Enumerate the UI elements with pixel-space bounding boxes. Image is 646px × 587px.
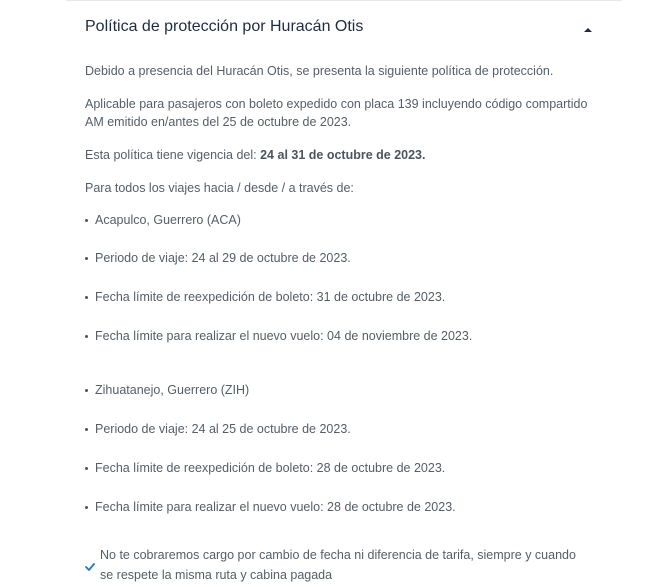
caret-up-icon[interactable]	[581, 22, 595, 32]
trips-intro: Para todos los viajes hacia / desde / a través de:	[85, 181, 354, 195]
validity-text	[85, 146, 605, 164]
destination-aca: Acapulco, Guerrero (ACA)	[85, 211, 605, 229]
list-item: Fecha límite para realizar el nuevo vuelo: 28 de octubre de 2023.	[85, 498, 605, 516]
applicability-text: Aplicable para pasajeros con boleto expedido con placa 139 incluyendo código compartido AM emitido en/antes del 25 de octubre de 2023.	[85, 97, 588, 129]
policy-content	[85, 62, 605, 516]
no-charge-note	[85, 545, 585, 585]
accordion-header[interactable]	[85, 16, 605, 40]
intro-text: Debido a presencia del Huracán Otis, se presenta la siguiente política de protección.	[85, 64, 554, 78]
page-title: Política de protección por Huracán Otis	[85, 18, 364, 35]
destination-zih: Zihuatanejo, Guerrero (ZIH)	[85, 381, 605, 399]
validity-prefix: Esta política tiene vigencia del:	[85, 148, 261, 162]
list-item: Fecha límite para realizar el nuevo vuelo: 04 de noviembre de 2023.	[85, 327, 605, 345]
list-item: Fecha límite de reexpedición de boleto: 31 de octubre de 2023.	[85, 288, 605, 306]
list-item: Periodo de viaje: 24 al 25 de octubre de 2023.	[85, 420, 605, 438]
list-item: Fecha límite de reexpedición de boleto: 28 de octubre de 2023.	[85, 459, 605, 477]
section-divider	[66, 0, 622, 1]
check-icon	[85, 558, 95, 568]
note-text: No te cobraremos cargo por cambio de fecha ni diferencia de tarifa, siempre y cuando se respete la misma ruta y cabina pagada	[100, 548, 576, 582]
validity-dates: 24 al 31 de octubre de 2023.	[260, 148, 426, 162]
list-item: Periodo de viaje: 24 al 29 de octubre de 2023.	[85, 249, 605, 267]
